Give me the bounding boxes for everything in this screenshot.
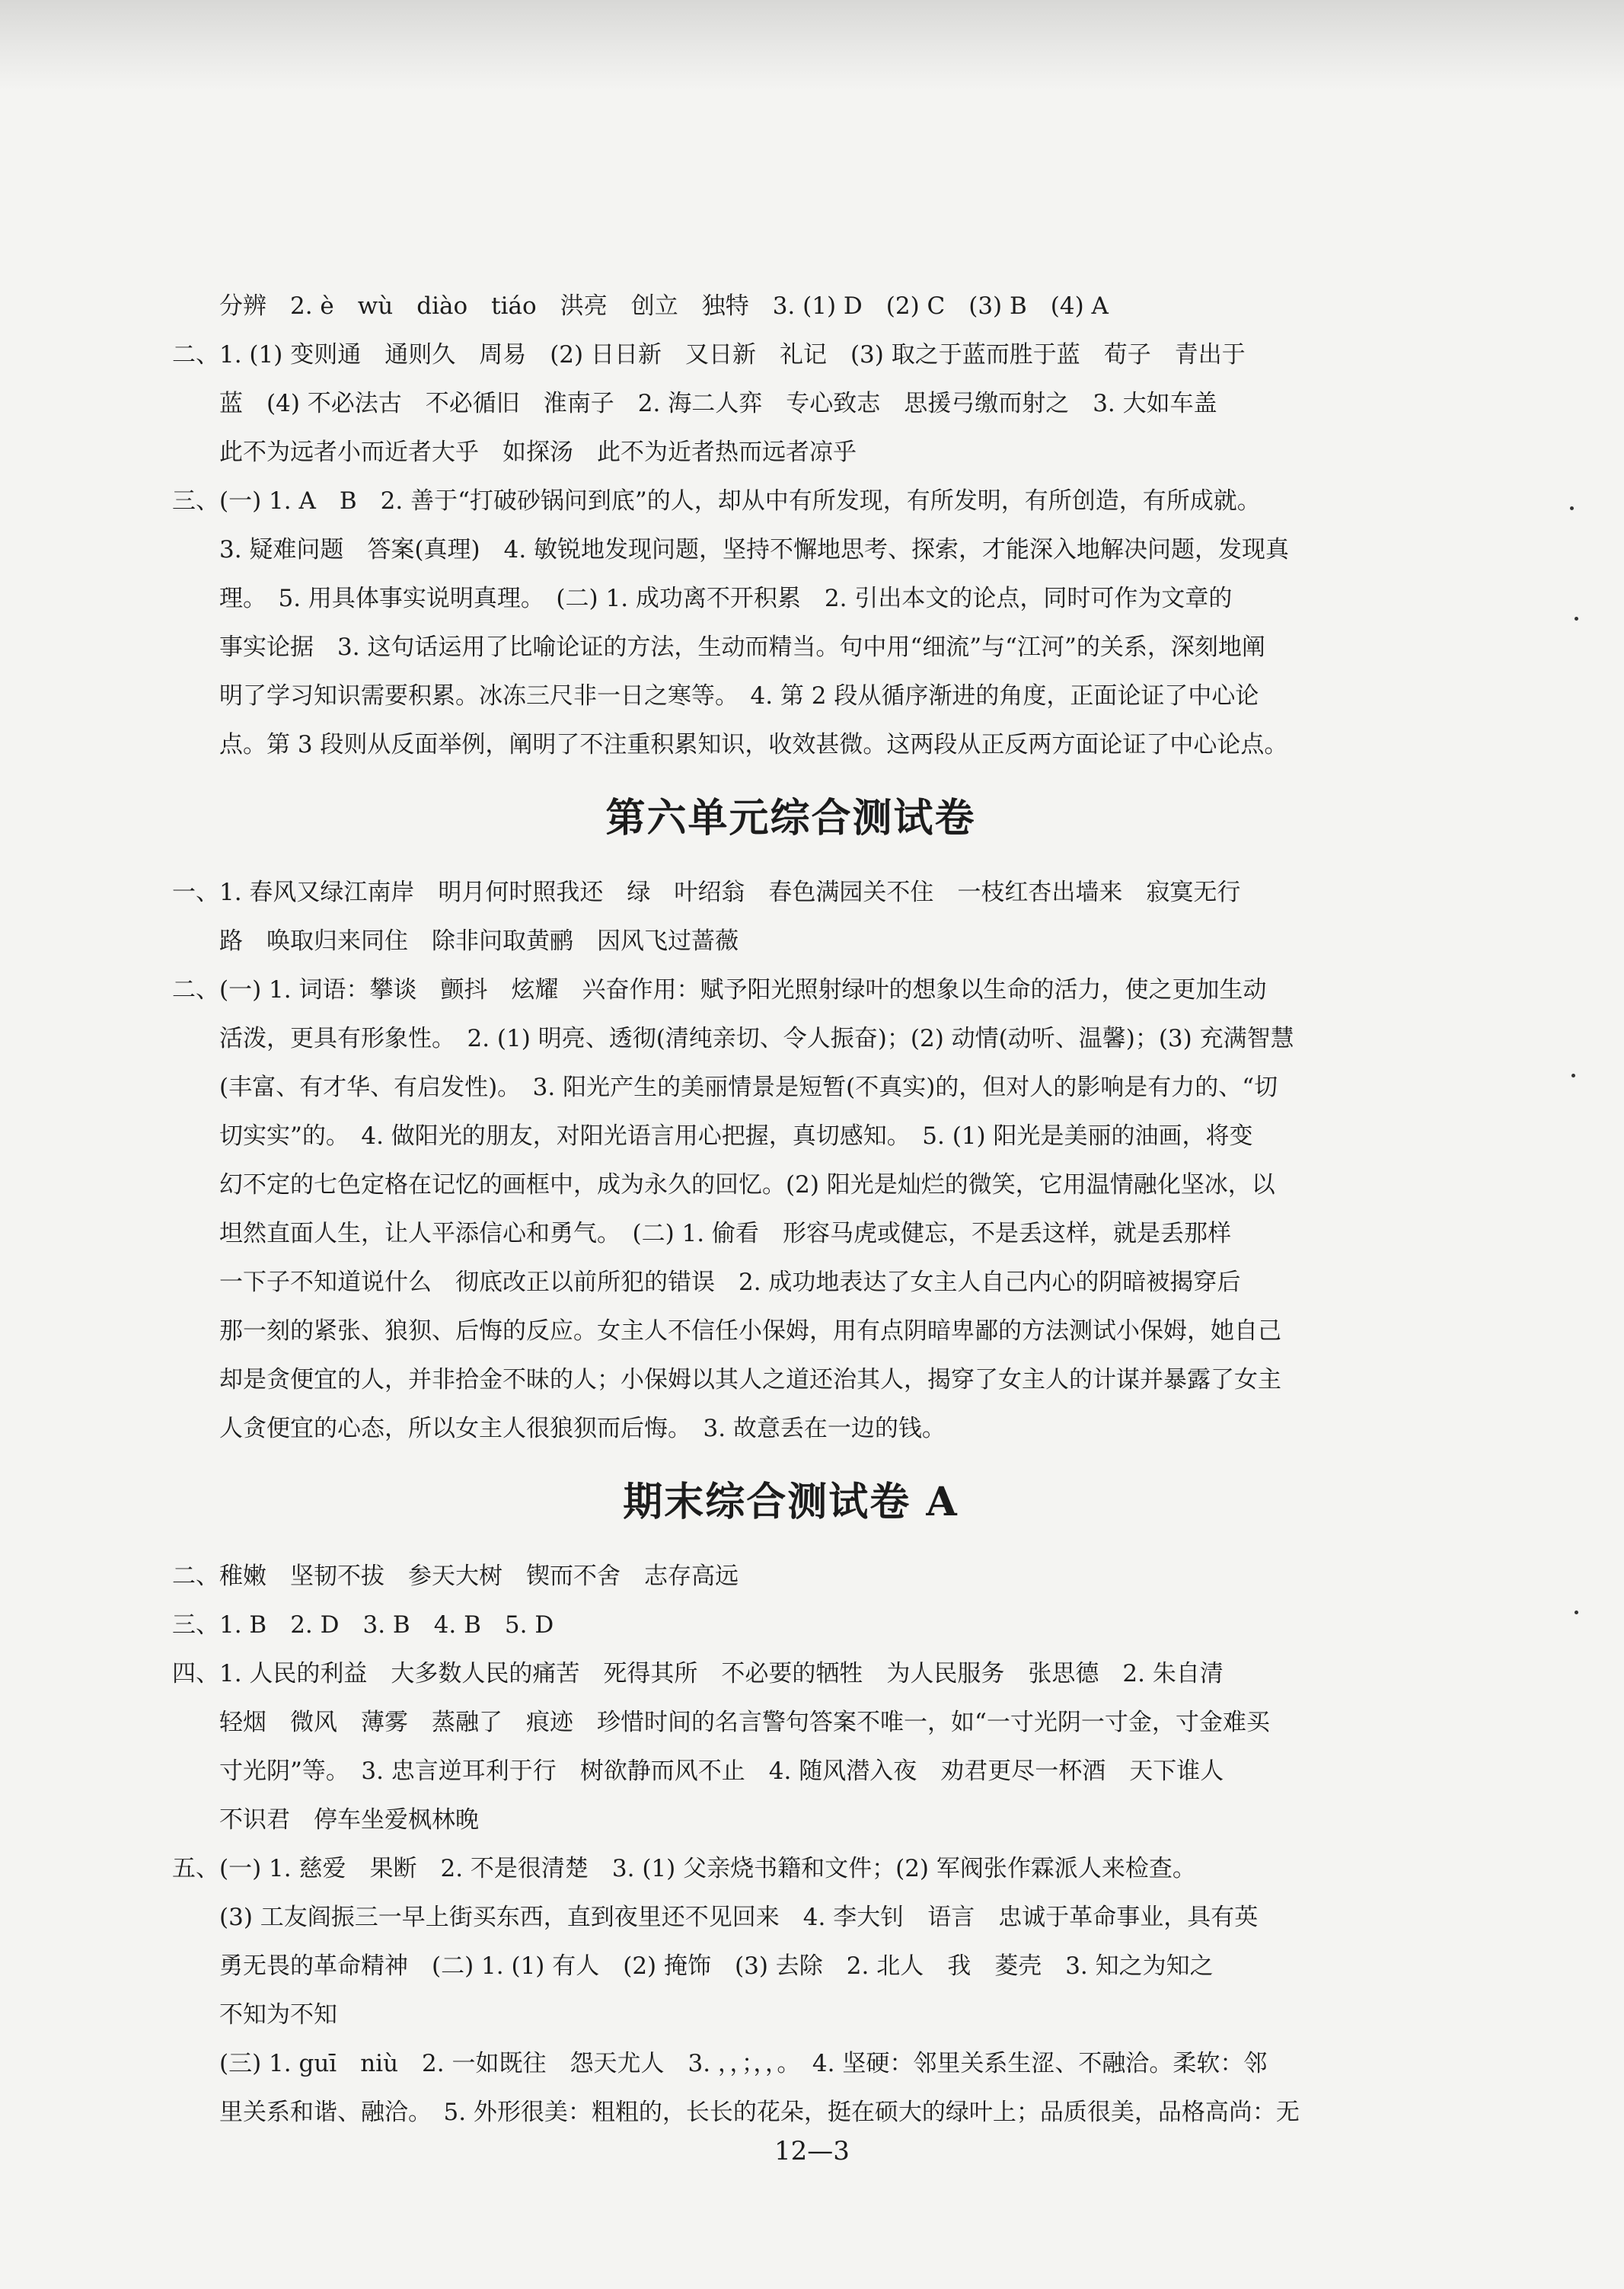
answer-line: 幻不定的七色定格在记忆的画框中，成为永久的回忆。(2) 阳光是灿烂的微笑，它用温情融化坚冰，以 xyxy=(219,1171,1275,1199)
answer-page-body xyxy=(172,282,1409,2137)
answer-line: 一、1. 春风又绿江南岸 明月何时照我还 绿 叶绍翁 春色满园关不住 一枝红杏出墙来 寂寞无行 xyxy=(172,879,1241,906)
scan-speck xyxy=(1575,1611,1578,1614)
answer-line: 轻烟 微风 薄雾 蒸融了 痕迹 珍惜时间的名言警句答案不唯一，如“一寸光阴一寸金，寸金难买 xyxy=(219,1709,1270,1736)
answer-line: 明了学习知识需要积累。冰冻三尺非一日之寒等。 4. 第 2 段从循序渐进的角度，正面论证了中心论 xyxy=(219,682,1259,710)
answer-line: 事实论据 3. 这句话运用了比喻论证的方法，生动而精当。句中用“细流”与“江河”的关系，深刻地阐 xyxy=(219,634,1265,661)
answer-line: 却是贪便宜的人，并非拾金不昧的人；小保姆以其人之道还治其人，揭穿了女主人的计谋并暴露了女主 xyxy=(219,1366,1281,1394)
answer-line: 3. 疑难问题 答案(真理) 4. 敏锐地发现问题，坚持不懈地思考、探索，才能深入地解决问题，发现真 xyxy=(219,536,1290,563)
answer-line: 二、稚嫩 坚韧不拔 参天大树 锲而不舍 志存高远 xyxy=(172,1563,739,1590)
answer-line: 人贪便宜的心态，所以女主人很狼狈而后悔。 3. 故意丢在一边的钱。 xyxy=(219,1415,946,1442)
scan-top-shadow xyxy=(0,0,1624,91)
answer-line: 蓝 (4) 不必法古 不必循旧 淮南子 2. 海二人弈 专心致志 思援弓缴而射之 3. 大如车盖 xyxy=(219,390,1217,417)
answer-line: 寸光阴”等。 3. 忠言逆耳利于行 树欲静而风不止 4. 随风潜入夜 劝君更尽一杯酒 天下谁人 xyxy=(219,1757,1224,1785)
answer-line: 一下子不知道说什么 彻底改正以前所犯的错误 2. 成功地表达了女主人自己内心的阴暗被揭穿后 xyxy=(219,1269,1241,1296)
answer-line: 此不为远者小而近者大乎 如探汤 此不为近者热而远者凉乎 xyxy=(219,439,857,466)
scan-speck xyxy=(1570,506,1574,510)
scan-speck xyxy=(1575,617,1578,621)
page-number: 12—3 xyxy=(774,2136,850,2166)
answer-line: 分辨 2. è wù diào tiáo 洪亮 创立 独特 3. (1) D (2) C (3) B (4) A xyxy=(219,292,1109,320)
answer-line: 五、(一) 1. 慈爱 果断 2. 不是很清楚 3. (1) 父亲烧书籍和文件；(2) 军阀张作霖派人来检查。 xyxy=(172,1855,1196,1882)
answer-line: (丰富、有才华、有启发性)。 3. 阳光产生的美丽情景是短暂(不真实)的，但对人的影响是有力的、“切 xyxy=(219,1074,1278,1101)
answer-line: (3) 工友阎振三一早上街买东西，直到夜里还不见回来 4. 李大钊 语言 忠诚于革命事业，具有英 xyxy=(219,1904,1259,1931)
answer-line: 勇无畏的革命精神 (二) 1. (1) 有人 (2) 掩饰 (3) 去除 2. 北人 我 菱壳 3. 知之为知之 xyxy=(219,1952,1214,1980)
answer-line: 不识君 停车坐爱枫林晚 xyxy=(219,1806,479,1834)
answer-line: (三) 1. guī niù 2. 一如既往 怨天尤人 3. ，，；，，。 4. 坚硬：邻里关系生涩、不融洽。柔软：邻 xyxy=(219,2050,1268,2077)
answer-line: 二、1. (1) 变则通 通则久 周易 (2) 日日新 又日新 礼记 (3) 取之于蓝而胜于蓝 荀子 青出于 xyxy=(172,341,1246,369)
answer-line: 不知为不知 xyxy=(219,2001,337,2029)
answer-line: 二、(一) 1. 词语：攀谈 颤抖 炫耀 兴奋作用：赋予阳光照射绿叶的想象以生命的活力，使之更加生动 xyxy=(172,976,1267,1004)
section-title-final-a: 期末综合测试卷 A xyxy=(623,1479,959,1525)
answer-line: 四、1. 人民的利益 大多数人民的痛苦 死得其所 不必要的牺牲 为人民服务 张思德 2. 朱自清 xyxy=(172,1660,1224,1687)
answer-line: 活泼，更具有形象性。 2. (1) 明亮、透彻(清纯亲切、令人振奋)；(2) 动情(动听、温馨)；(3) 充满智慧 xyxy=(219,1025,1294,1052)
answer-line: 坦然直面人生，让人平添信心和勇气。 (二) 1. 偷看 形容马虎或健忘，不是丢这样，就是丢那样 xyxy=(219,1220,1231,1247)
answer-line: 路 唤取归来同住 除非问取黄鹂 因风飞过蔷薇 xyxy=(219,927,739,955)
scan-speck xyxy=(1571,1074,1575,1077)
answer-line: 理。 5. 用具体事实说明真理。 (二) 1. 成功离不开积累 2. 引出本文的论点，同时可作为文章的 xyxy=(219,585,1233,612)
answer-line: 三、1. B 2. D 3. B 4. B 5. D xyxy=(172,1611,554,1639)
section-title-unit6: 第六单元综合测试卷 xyxy=(605,795,976,841)
answer-line: 里关系和谐、融洽。 5. 外形很美：粗粗的，长长的花朵，挺在硕大的绿叶上；品质很美，品格高尚：无 xyxy=(219,2099,1300,2126)
answer-line: 点。第 3 段则从反面举例，阐明了不注重积累知识，收效甚微。这两段从正反两方面论证了中心论点。 xyxy=(219,731,1288,758)
answer-line: 那一刻的紧张、狼狈、后悔的反应。女主人不信任小保姆，用有点阴暗卑鄙的方法测试小保姆，她自己 xyxy=(219,1317,1281,1345)
answer-line: 切实实”的。 4. 做阳光的朋友，对阳光语言用心把握，真切感知。 5. (1) 阳光是美丽的油画，将变 xyxy=(219,1122,1253,1150)
answer-line: 三、(一) 1. A B 2. 善于“打破砂锅问到底”的人，却从中有所发现，有所发明，有所创造，有所成就。 xyxy=(172,487,1261,515)
